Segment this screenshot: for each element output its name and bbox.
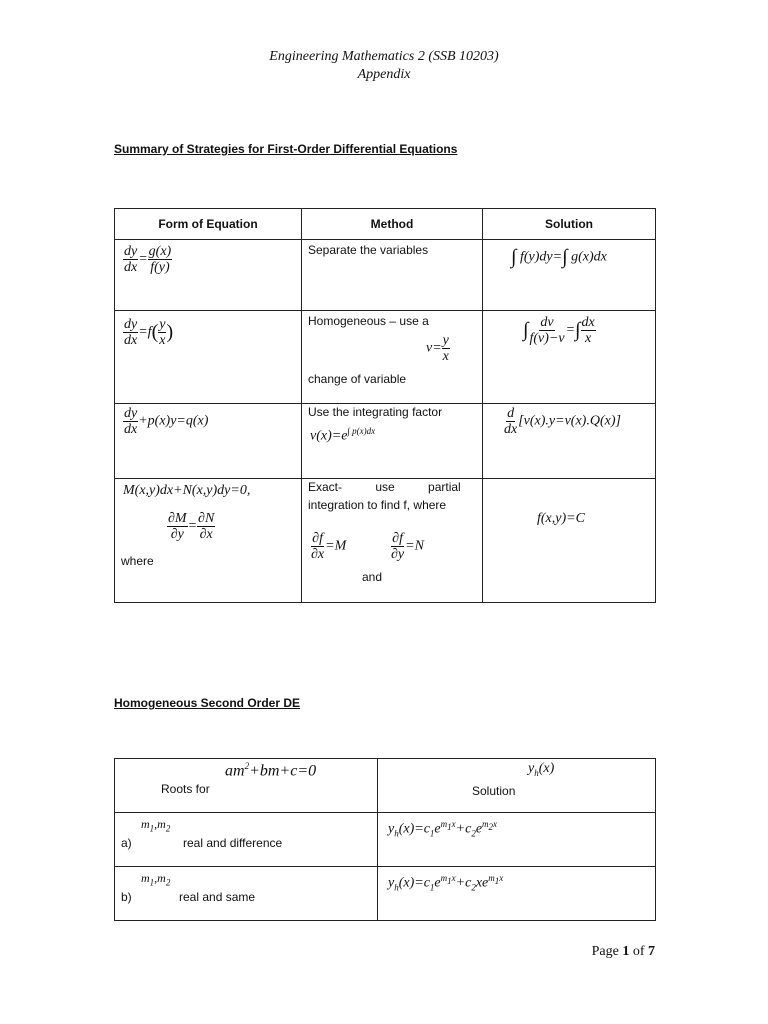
method-integrating-factor: Use the integrating factor	[308, 405, 443, 419]
partial-f-x: $\frac{\partial f}{\partial x}$ =M	[311, 531, 347, 562]
roots-m1-m2: $m_1,m_2$	[141, 817, 171, 834]
substitution-v: v= $\frac{y}{x}$	[426, 333, 449, 364]
solution-symbol: $y_h(x)$	[528, 761, 555, 778]
homogeneous-equation: $\frac{dy}{dx}$ =f( $\frac{y}{x}$ )	[124, 317, 174, 348]
course-title: Engineering Mathematics 2 (SSB 10203)	[269, 49, 499, 64]
linear-equation: $\frac{dy}{dx}$ +p(x)y=q(x)	[124, 406, 209, 437]
header-solution: Solution	[472, 784, 516, 798]
method-separate: Separate the variables	[308, 243, 429, 257]
table-row	[115, 240, 656, 311]
exactness-condition: $\frac{\partial M}{\partial y}$ = $\frac{\partial N}{\partial x}$	[168, 511, 215, 542]
case-text-b: real and same	[179, 890, 256, 904]
current-page: 1	[622, 944, 630, 959]
characteristic-equation: $am^2+bm+c=0$	[225, 761, 317, 780]
section-title-first-order: Summary of Strategies for First-Order Differential Equations	[114, 142, 458, 156]
section-title-second-order: Homogeneous Second Order DE	[114, 696, 301, 710]
table-row	[115, 311, 656, 404]
solution-repeated-roots: $y_h(x)=c_1e^{m_1x}+c_2xe^{m_1x}$	[388, 873, 504, 893]
case-label-a: a)	[121, 836, 132, 850]
document-header	[0, 48, 768, 84]
method-exact: Exact- use partial	[308, 480, 461, 494]
case-text-a: real and difference	[183, 836, 283, 850]
table-header-row	[115, 759, 656, 813]
exact-equation: M(x,y)dx+N(x,y)dy=0,	[123, 483, 251, 498]
appendix-subtitle: Appendix	[357, 67, 411, 82]
header-roots-for: Roots for	[161, 782, 210, 796]
second-order-table	[114, 758, 656, 921]
homogeneous-solution: ∫ $\frac{dv}{f(v)-v}$ =∫ $\frac{dx}{x}$	[523, 315, 595, 346]
roots-m1-m2: $m_1,m_2$	[141, 871, 171, 888]
integrating-factor-formula: $v(x)=e^{\int p(x)dx}$	[310, 426, 376, 444]
method-exact-line2: integration to find f, where	[308, 498, 447, 512]
separable-equation: $\frac{dy}{dx}$ = $\frac{g(x)}{f(y)}$	[124, 244, 172, 275]
method-change-variable: change of variable	[308, 372, 407, 386]
column-header-form: Form of Equation	[115, 209, 302, 240]
exact-solution: f(x,y)=C	[537, 511, 585, 526]
table-row	[115, 867, 656, 921]
column-header-solution: Solution	[483, 209, 656, 240]
method-and-label: and	[362, 570, 383, 584]
case-label-b: b)	[121, 890, 132, 904]
solution-distinct-roots: $y_h(x)=c_1e^{m_1x}+c_2e^{m_2x}$	[388, 819, 498, 839]
table-row	[115, 479, 656, 603]
form-where-label: where	[121, 554, 154, 568]
page-number: Page 1 of 7	[591, 944, 655, 959]
method-homogeneous: Homogeneous – use a	[308, 314, 429, 328]
column-header-method: Method	[302, 209, 483, 240]
table-header-row	[115, 209, 656, 240]
first-order-table	[114, 208, 656, 603]
total-pages: 7	[648, 944, 655, 959]
linear-solution: $\frac{d}{dx}$ [v(x).y=v(x).Q(x)]	[504, 406, 621, 437]
table-row	[115, 813, 656, 867]
table-row	[115, 404, 656, 479]
partial-f-y: $\frac{\partial f}{\partial y}$ =N	[391, 531, 424, 562]
separable-solution: ∫ f(y)dy=∫ g(x)dx	[511, 246, 607, 268]
